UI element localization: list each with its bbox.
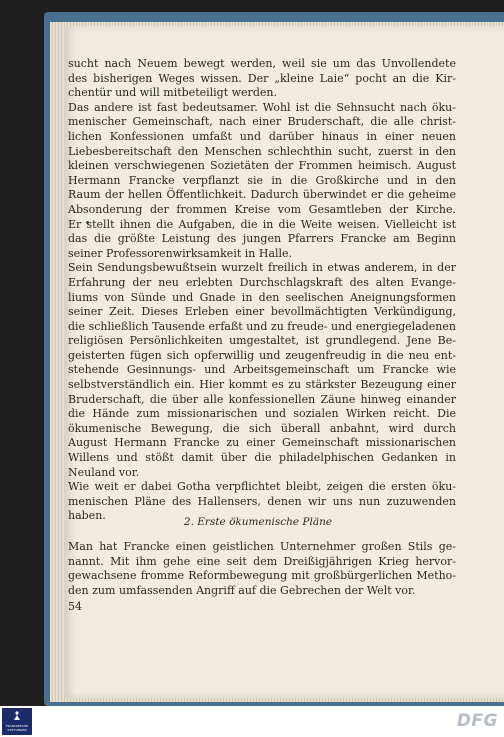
text-line: die Hände zum missionarischen und sozialen Wirken reicht. Die (68, 407, 456, 421)
text-line: Er stellt ihnen die Aufgaben, die in die Weite weisen. Vielleicht ist (68, 217, 456, 231)
text-line: selbstverständlich ein. Hier kommt es zu stärkster Bezeugung einer (68, 378, 456, 392)
text-line: Absonderung der frommen Kreise vom Gesamtleben der Kirche. (68, 202, 456, 216)
text-line: August Hermann Francke zu einer Gemeinschaft missionarischen (68, 436, 456, 450)
text-line: chentür und will mitbeteiligt werden. (68, 86, 277, 100)
text-line: geisterten fügen sich opferwillig und zeugenfreudig in die neu ent- (68, 348, 456, 362)
institution-emblem-icon (12, 711, 22, 721)
text-line: kleinen verschwiegenen Sozietäten der Frommen heimisch. August (68, 159, 456, 173)
text-line: Das andere ist fast bedeutsamer. Wohl ist die Sehnsucht nach öku- (68, 100, 456, 114)
text-line: Hermann Francke verpflanzt sie in die Großkirche und in den (68, 173, 456, 187)
body-text-lower (68, 540, 456, 598)
text-line: Erfahrung der neu erlebten Durchschlagskraft des alten Evange- (68, 275, 456, 289)
text-line: seiner Zeit. Dieses Erleben einer bevollmächtigten Verkündigung, (68, 305, 456, 319)
text-line: das die größte Leistung des jungen Pfarrers Francke am Beginn (68, 232, 456, 246)
viewer-footer (0, 706, 504, 737)
text-line: Man hat Francke einen geistlichen Unternehmer großen Stils ge- (68, 540, 456, 553)
text-line: liums von Sünde und Gnade in den seelischen Aneignungsformen (68, 290, 456, 304)
body-text-upper (68, 57, 456, 524)
text-line: Liebesbereitschaft den Menschen schlechthin sucht, zuerst in den (68, 144, 456, 158)
text-line: Wie weit er dabei Gotha verpflichtet bleibt, zeigen die ersten öku- (68, 480, 456, 494)
text-line: Bruderschaft, die über alle konfessionellen Zäune hinweg einander (68, 392, 456, 406)
text-line: lichen Konfessionen umfaßt und darüber hinaus in einer neuen (68, 129, 456, 143)
page-number: 54 (68, 600, 82, 613)
text-line: den zum umfassenden Angriff auf die Gebrechen der Welt vor. (68, 583, 416, 597)
text-line: des bisherigen Weges wissen. Der „kleine Laie“ pocht an die Kir- (68, 71, 456, 85)
text-line: nannt. Mit ihm gehe eine seit dem Dreißigjährigen Krieg hervor- (68, 554, 456, 568)
logo-caption: FRANCKESCHE STIFTUNGEN (5, 724, 29, 732)
text-line: stehende Gesinnungs- und Arbeitsgemeinschaft um Francke wie (68, 363, 456, 377)
text-line: Neuland vor. (68, 465, 140, 479)
text-line: sucht nach Neuem bewegt werden, weil sie um das Unvollendete (68, 57, 456, 70)
text-line: ökumenische Bewegung, die sich überall anbahnt, wird durch (68, 421, 456, 435)
text-line: die schließlich Tausende erfaßt und zu freude- und energiegeladenen (68, 319, 456, 333)
section-heading: 2. Erste ökumenische Pläne (183, 516, 333, 528)
text-line: Raum der hellen Öffentlichkeit. Dadurch überwindet er die geheime (68, 188, 456, 202)
francke-foundation-logo[interactable] (2, 708, 32, 735)
text-line: haben. (68, 509, 106, 523)
text-line: menischen Pläne des Hallensers, denen wir uns nun zuzuwenden (68, 494, 456, 508)
text-line: seiner Professorenwirksamkeit in Halle. (68, 246, 293, 260)
text-line: Willens und stößt damit über die philadelphischen Gedanken in (68, 451, 456, 465)
text-line: gewachsene fromme Reformbewegung mit großbürgerlichen Metho- (68, 569, 456, 583)
text-line: Sein Sendungsbewußtsein wurzelt freilich in etwas anderem, in der (68, 261, 456, 275)
text-line: menischer Gemeinschaft, nach einer Bruderschaft, die alle christ- (68, 115, 456, 129)
text-line: religiösen Persönlichkeiten umgestaltet, ist grundlegend. Jene Be- (68, 334, 456, 348)
dfg-logo[interactable]: DFG (456, 711, 498, 731)
